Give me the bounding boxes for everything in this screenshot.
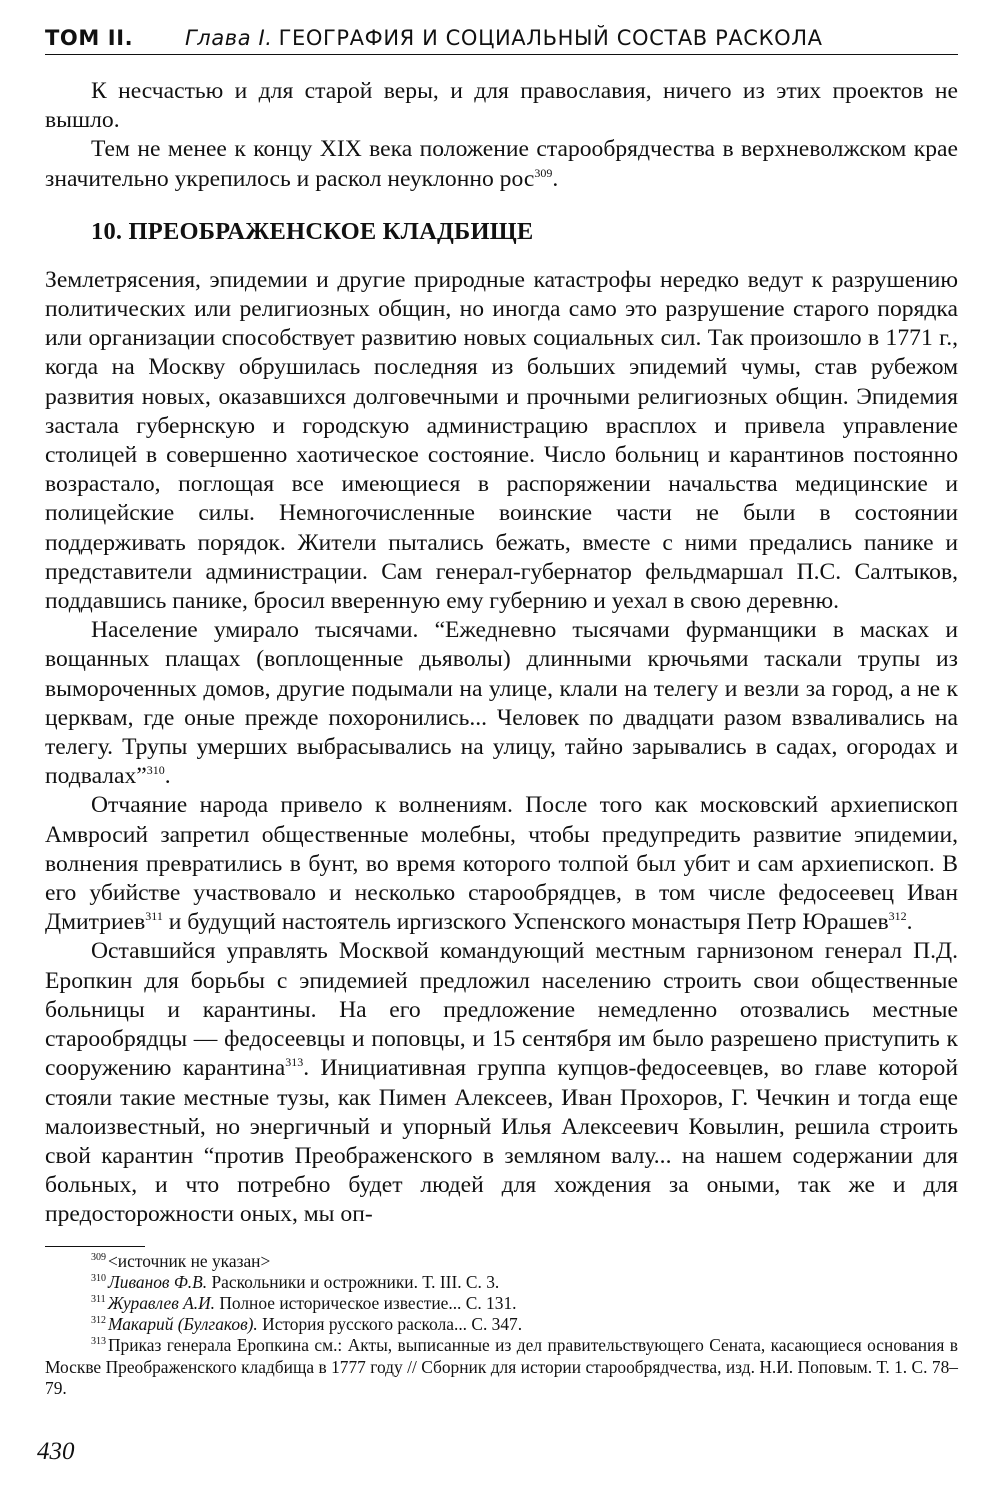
footnote-author: Ливанов Ф.В. <box>108 1271 208 1292</box>
footnote-number: 312 <box>91 1315 106 1327</box>
paragraph-text: . Инициативная группа купцов-федосеевцев, во главе которой стояли такие местные тузы, как Пимен Алексеев, Иван Прохоров, Г. Чечкин и тогда еще малоизвестный, но энергичный и упорный Илья Алексеевич Ковылин, решила строить свой карантин “против Преображенского в земляном валу... на нашем содержании для больных, и что потребно будет людей для хождения за оными, так же и для предосторожности оных, мы оп- <box>45 1055 958 1228</box>
footnote-text: <источник не указан> <box>108 1250 271 1271</box>
page-number: 430 <box>37 1438 75 1465</box>
chapter-title: ГЕОГРАФИЯ И СОЦИАЛЬНЫЙ СОСТАВ РАСКОЛА <box>278 26 823 50</box>
footnote-309 <box>45 1251 958 1272</box>
footnote-313 <box>45 1335 958 1399</box>
footnote-number: 311 <box>91 1293 106 1305</box>
section-heading: 10. ПРЕОБРАЖЕНСКОЕ КЛАДБИЩЕ <box>91 217 534 245</box>
paragraph <box>45 937 958 1229</box>
footnote-number: 310 <box>91 1272 106 1284</box>
footnote-text: Раскольники и острожники. Т. III. С. 3. <box>207 1271 500 1292</box>
footnote-ref-312[interactable]: 312 <box>888 909 907 924</box>
footnote-author: Журавлев А.И. <box>107 1292 215 1313</box>
paragraph-text: . <box>164 763 171 790</box>
paragraph-text: . <box>906 909 913 936</box>
footnote-311 <box>45 1293 958 1314</box>
footnote-312 <box>45 1314 958 1335</box>
paragraph <box>45 266 958 616</box>
volume-label: ТОМ II. <box>45 26 134 50</box>
paragraph-text: Оставшийся управлять Москвой командующий местным гарнизоном генерал П.Д. Еропкин для борьбы с эпидемией предложил населению строить свои общественные больницы и карантины. На его предложение немедленно отозвались местные старообрядцы — федосеевцы и поповцы, и 15 сентября им было разрешено приступить к сооружению карантина <box>45 938 958 1082</box>
paragraph-text: К несчастью и для старой веры, и для православия, ничего из этих проектов не вышло. <box>45 78 958 134</box>
paragraph-text: Землетрясения, эпидемии и другие природные катастрофы нередко ведут к разрушению политических или религиозных общин, но иногда само это разрушение старого порядка или организации способствует развитию новых социальных сил. Так произошло в 1771 г., когда на Москву обрушилась последняя из больших эпидемий чумы, став рубежом развития новых, оказавшихся долговечными и прочными религиозных общин. Эпидемия застала губернскую и городскую администрацию врасплох и привела управление столицей в совершенно хаотическое состояние. Число больниц и карантинов постоянно возрастало, поглощая все имеющиеся в распоряжении начальства медицинские и полицейские силы. Немногочисленные воинские части не были в состоянии поддерживать порядок. Жители пытались бежать, вместе с ними предались панике и представители администрации. Сам генерал-губернатор фельдмаршал П.С. Салтыков, поддавшись панике, бросил вверенную ему губернию и уехал в свою деревню. <box>45 266 958 615</box>
footnote-ref-309[interactable]: 309 <box>534 165 553 180</box>
paragraph <box>45 135 958 193</box>
footnote-ref-313[interactable]: 313 <box>285 1055 304 1070</box>
footnote-author: Макарий (Булгаков). <box>108 1314 258 1335</box>
footnotes <box>45 1251 958 1399</box>
footnote-text: История русского раскола... С. 347. <box>257 1314 523 1335</box>
footnote-text: Полное историческое известие... С. 131. <box>215 1292 517 1313</box>
paragraph-text: Тем не менее к концу XIX века положение старообрядчества в верхневолжском крае значительно укрепилось и раскол неуклонно рос <box>45 136 958 192</box>
paragraph <box>45 616 958 791</box>
footnote-number: 309 <box>91 1251 106 1263</box>
body-text <box>45 77 958 1230</box>
running-head <box>45 26 958 55</box>
paragraph <box>45 77 958 135</box>
paragraph-text: Отчаяние народа привело к волнениям. После того как московский архиепископ Амвросий запретил общественные молебны, чтобы предупредить развитие эпидемии, волнения превратились в бунт, во время которого толпой был убит и сам архиепископ. В его убийстве участвовало и несколько старообрядцев, в том числе федосеевец Иван Дмитриев <box>45 792 958 936</box>
paragraph-text: и будущий настоятель иргизского Успенского монастыря Петр Юрашев <box>162 909 889 936</box>
footnote-310 <box>45 1272 958 1293</box>
footnote-ref-310[interactable]: 310 <box>146 763 165 778</box>
footnote-divider <box>45 1246 145 1247</box>
footnote-ref-311[interactable]: 311 <box>145 909 163 924</box>
paragraph-text: . <box>552 165 559 192</box>
chapter-label: Глава I. <box>185 26 273 50</box>
footnote-text: Приказ генерала Еропкина см.: Акты, выписанные из дел правительствующего Сената, касающиеся основания в Москве Преображенского кладбища в 1777 году // Сборник для истории старообрядчества, изд. Н.И. Поповым. Т. 1. С. 78–79. <box>45 1335 958 1398</box>
paragraph <box>45 791 958 937</box>
paragraph-text: Население умирало тысячами. “Ежедневно тысячами фурманщики в масках и вощанных плащах (воплощенные дьяволы) длинными крючьями таскали трупы из вымороченных домов, другие подымали на улице, клали на телегу и везли за город, а не к церквам, где оные прежде похоронились... Человек по двадцати разом взваливались на телегу. Трупы умерших выбрасывались на улицу, тайно зарывались в садах, огородах и подвалах” <box>45 617 958 790</box>
footnote-number: 313 <box>91 1336 106 1348</box>
